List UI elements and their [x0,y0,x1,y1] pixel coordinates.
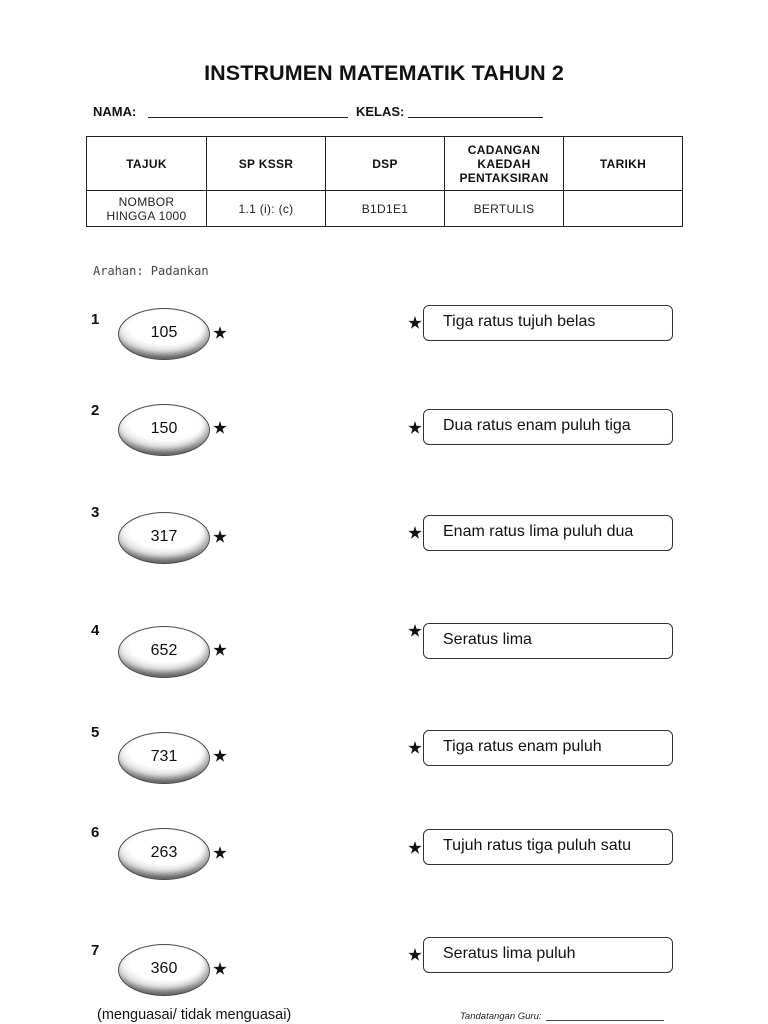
answer-text: Enam ratus lima puluh dua [443,523,634,540]
star-icon [408,421,422,435]
answer-text: Dua ratus enam puluh tiga [443,417,631,434]
table-header-row [87,137,683,191]
table-row [87,191,683,227]
class-blank-line [408,117,543,118]
star-icon [213,643,227,657]
cell-dsp: B1D1E1 [326,191,445,227]
item-number: 6 [91,824,100,841]
name-blank-line [148,117,348,118]
number-value: 652 [150,641,178,659]
item-number: 5 [91,724,100,741]
teacher-signature [460,1008,670,1024]
instruction-text: Arahan: Padankan [93,264,209,278]
answer-box [423,305,673,341]
star-icon [408,316,422,330]
star-icon [213,962,227,976]
number-oval [118,404,210,456]
number-value: 105 [150,323,178,341]
cell-sp-kssr: 1.1 (i): (c) [207,191,326,227]
star-icon [213,749,227,763]
answer-box [423,409,673,445]
number-value: 360 [150,959,178,977]
answer-text: Seratus lima [443,631,532,648]
answer-text: Tiga ratus tujuh belas [443,313,596,330]
star-icon [408,741,422,755]
cell-tarikh [564,191,683,227]
number-value: 263 [150,843,178,861]
answer-box [423,937,673,973]
star-icon [408,624,422,638]
number-value: 317 [150,527,178,545]
answer-box [423,730,673,766]
star-icon [213,421,227,435]
item-number: 3 [91,504,100,521]
header-cadangan-kaedah-pentaksiran: CADANGAN KAEDAH PENTAKSIRAN [445,137,564,191]
cell-tajuk: NOMBOR HINGGA 1000 [87,191,207,227]
cell-kaedah: BERTULIS [445,191,564,227]
header-tajuk: TAJUK [87,137,207,191]
page-title: INSTRUMEN MATEMATIK TAHUN 2 [204,61,564,85]
header-sp-kssr: SP KSSR [207,137,326,191]
class-label: KELAS: [356,104,405,119]
number-value: 731 [150,747,178,765]
number-oval [118,308,210,360]
answer-box [423,515,673,551]
number-oval [118,626,210,678]
item-number: 2 [91,402,100,419]
mastery-status-label: (menguasai/ tidak menguasai) [97,1007,292,1023]
info-table [86,136,683,227]
star-icon [408,841,422,855]
answer-text: Tujuh ratus tiga puluh satu [443,837,631,854]
item-number: 4 [91,622,100,639]
number-oval [118,944,210,996]
mastery-status-text [97,1006,357,1024]
header-tarikh: TARIKH [564,137,683,191]
item-number: 1 [91,311,100,328]
number-oval [118,732,210,784]
signature-line [546,1020,664,1021]
star-icon [408,948,422,962]
star-icon [213,846,227,860]
number-value: 150 [150,419,178,437]
answer-box [423,623,673,659]
teacher-signature-label: Tandatangan Guru: [460,1011,542,1022]
item-number: 7 [91,942,100,959]
answer-box [423,829,673,865]
answer-text: Seratus lima puluh [443,945,576,962]
star-icon [213,530,227,544]
answer-text: Tiga ratus enam puluh [443,738,602,755]
number-oval [118,828,210,880]
name-label: NAMA: [93,104,137,119]
number-oval [118,512,210,564]
header-dsp: DSP [326,137,445,191]
star-icon [408,526,422,540]
star-icon [213,326,227,340]
